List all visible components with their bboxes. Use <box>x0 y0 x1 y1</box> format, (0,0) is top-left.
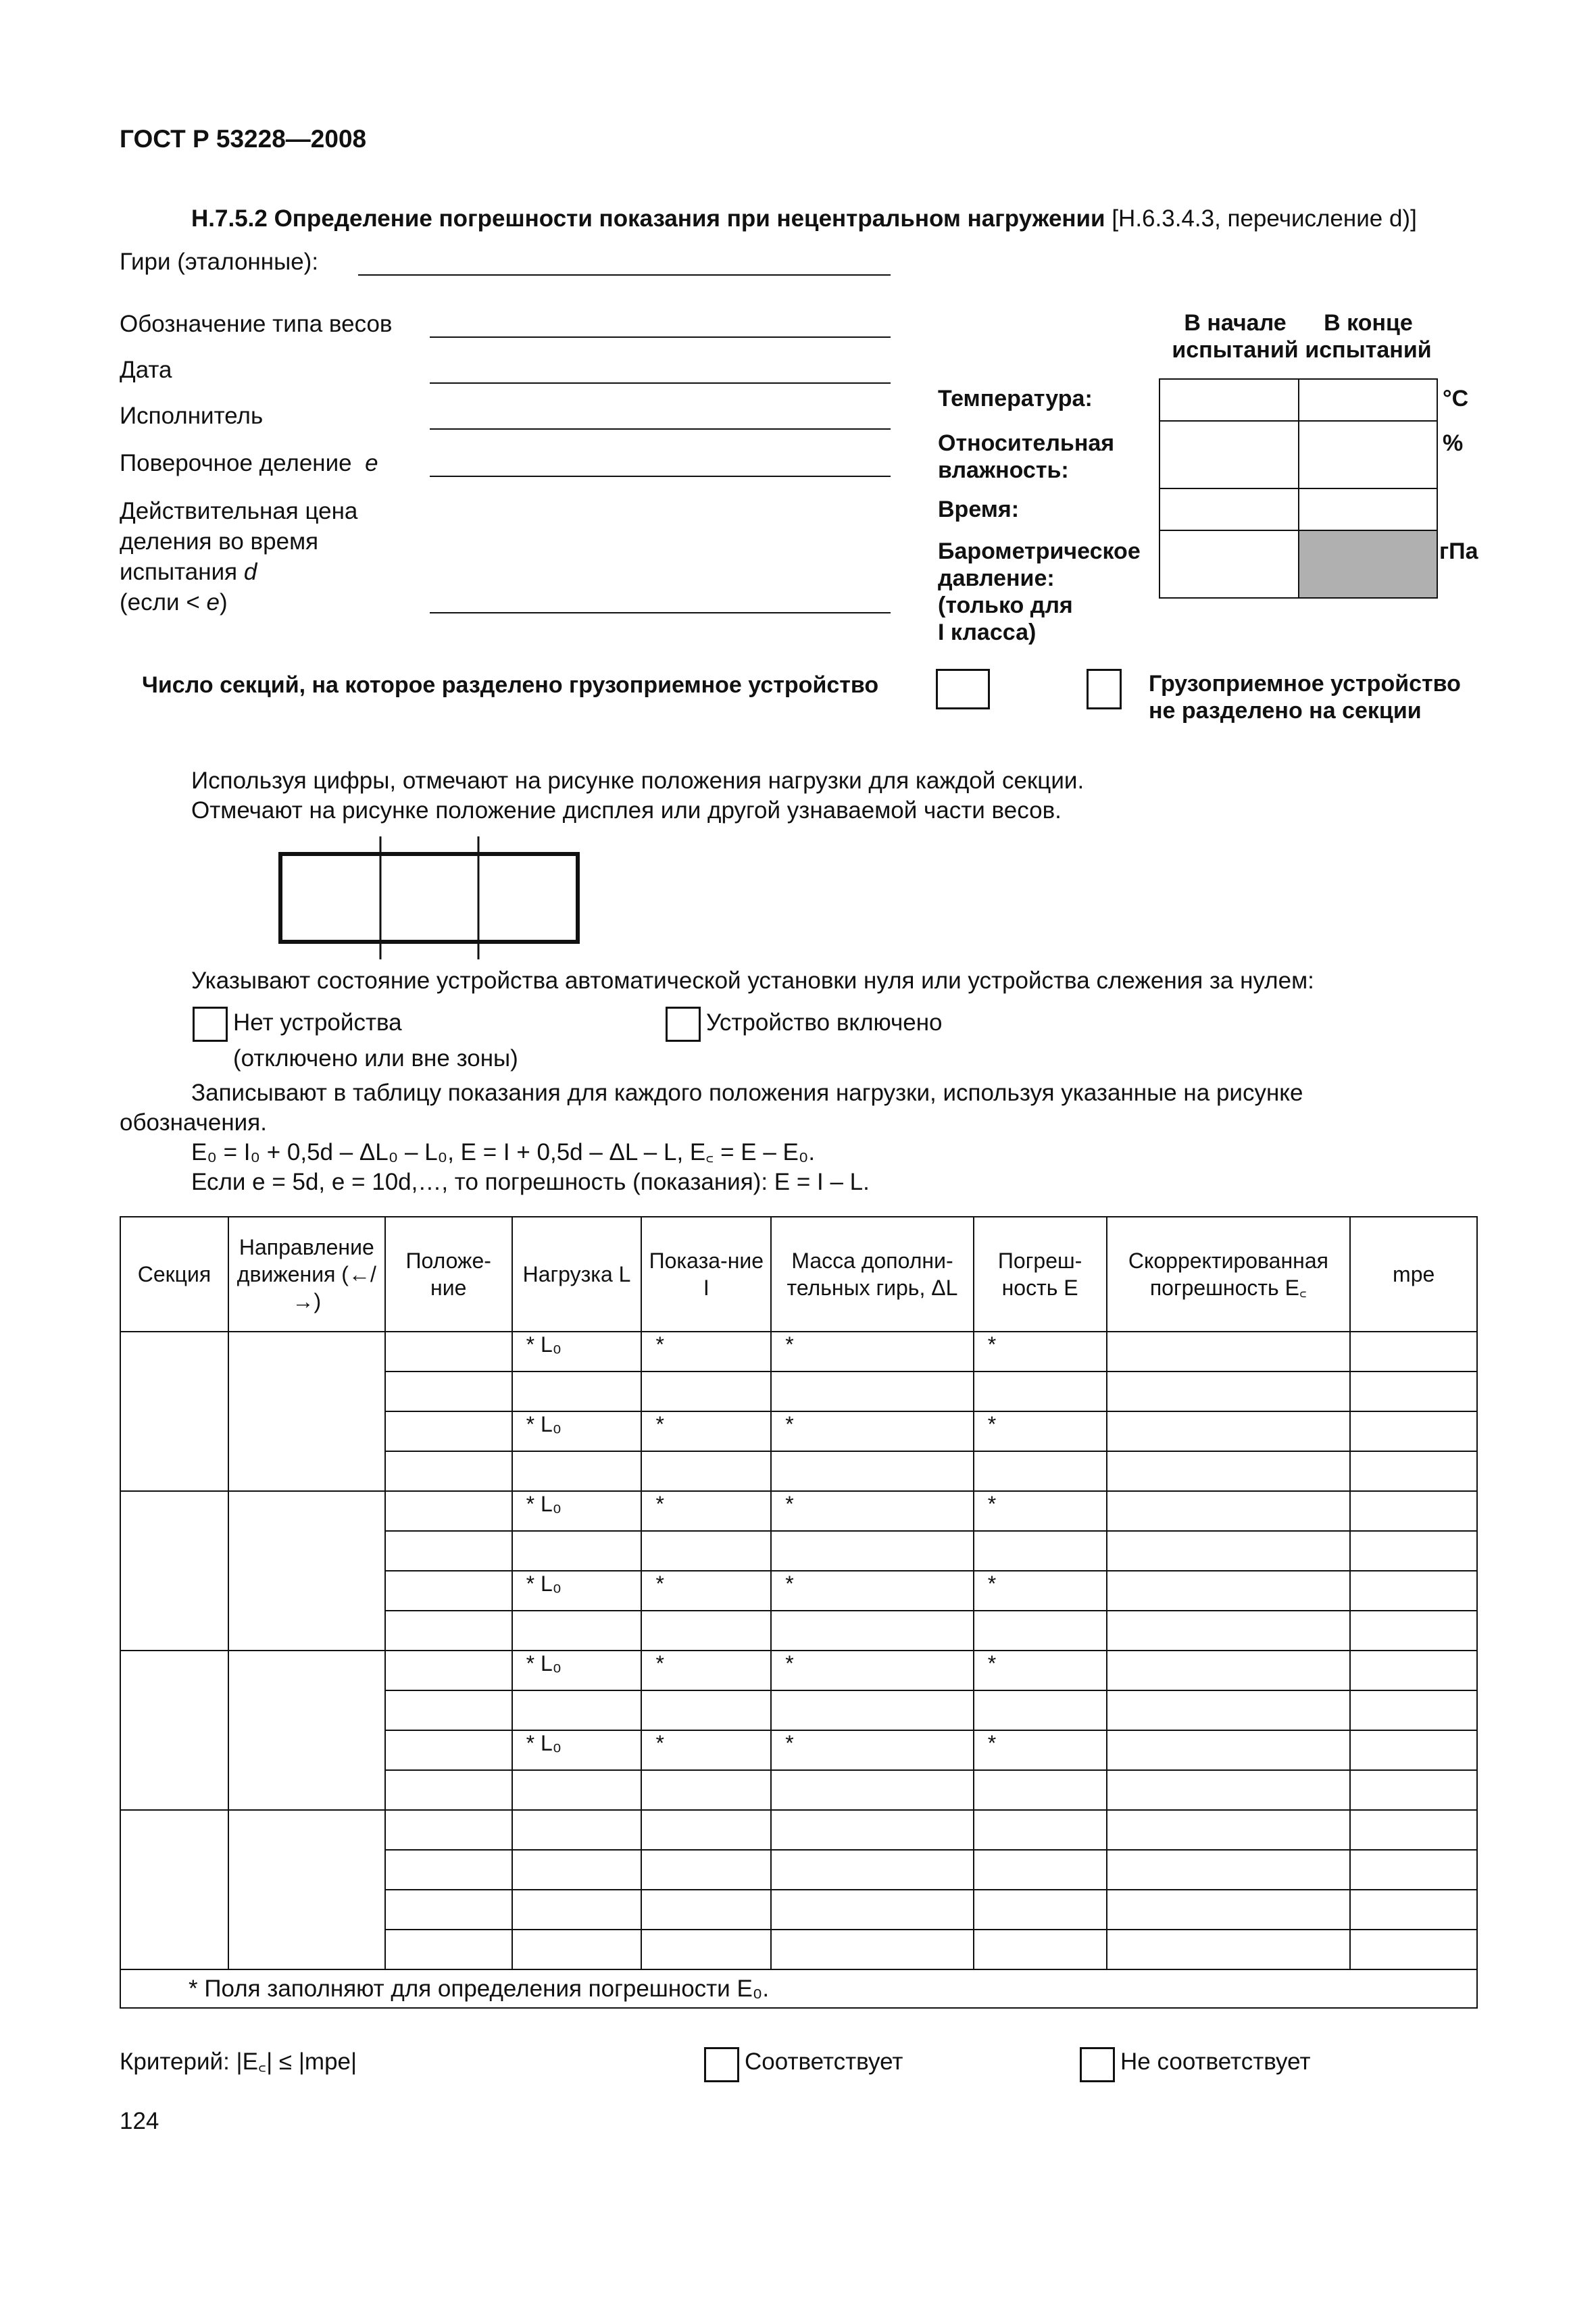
position-cell[interactable] <box>385 1571 512 1611</box>
pressure-l1: Барометрическое <box>938 538 1141 564</box>
error-cell[interactable] <box>974 1930 1107 1969</box>
mass-cell[interactable]: * <box>771 1411 974 1451</box>
reading-cell[interactable]: * <box>641 1491 771 1531</box>
sections-count-box[interactable] <box>936 669 990 709</box>
position-cell[interactable] <box>385 1850 512 1890</box>
mpe-cell[interactable] <box>1350 1770 1477 1810</box>
corrected-cell[interactable] <box>1107 1491 1351 1531</box>
humidity-label <box>938 430 1114 484</box>
mass-cell[interactable] <box>771 1930 974 1969</box>
executor-field[interactable] <box>430 428 891 430</box>
mpe-cell[interactable] <box>1350 1491 1477 1531</box>
formula-line2: Если e = 5d, e = 10d,…, то погрешность (показания): E = I – L. <box>191 1169 870 1195</box>
actual-division-label <box>120 496 357 618</box>
corrected-cell[interactable] <box>1107 1411 1351 1451</box>
scale-sketch[interactable] <box>270 836 588 965</box>
mass-cell[interactable]: * <box>771 1332 974 1372</box>
corrected-cell[interactable] <box>1107 1690 1351 1730</box>
temp-unit: °С <box>1443 386 1469 411</box>
position-cell[interactable] <box>385 1730 512 1770</box>
position-cell[interactable] <box>385 1690 512 1730</box>
hum-unit: % <box>1443 430 1464 456</box>
table-row <box>120 1332 1477 1372</box>
table-footnote: * Поля заполняют для определения погрешности E₀. <box>120 1969 1477 2008</box>
error-cell[interactable] <box>974 1611 1107 1651</box>
error-cell[interactable]: * <box>974 1651 1107 1690</box>
col-error: Погреш-ность E <box>974 1217 1107 1332</box>
reading-cell[interactable] <box>641 1690 771 1730</box>
position-cell[interactable] <box>385 1890 512 1930</box>
col-direction: Направление движения (←/→) <box>228 1217 385 1332</box>
col-extra-mass: Масса дополни-тельных гирь, ΔL <box>771 1217 974 1332</box>
load-cell[interactable] <box>512 1810 642 1850</box>
verification-division-symbol: e <box>365 450 378 476</box>
mass-cell[interactable]: * <box>771 1651 974 1690</box>
reading-cell[interactable]: * <box>641 1571 771 1611</box>
pressure-end-cell <box>1299 530 1438 598</box>
criterion-label: Критерий: |E꜀| ≤ |mpe| <box>120 2048 357 2075</box>
corrected-cell[interactable] <box>1107 1531 1351 1571</box>
mass-cell[interactable] <box>771 1690 974 1730</box>
corrected-cell[interactable] <box>1107 1850 1351 1890</box>
corrected-cell[interactable] <box>1107 1611 1351 1651</box>
error-cell[interactable]: * <box>974 1571 1107 1611</box>
weights-field[interactable] <box>358 274 891 276</box>
pass-label: Соответствует <box>745 2048 903 2075</box>
load-cell[interactable] <box>512 1770 642 1810</box>
actual-division-line1: Действительная цена <box>120 498 358 524</box>
load-cell[interactable]: * L₀ <box>512 1332 642 1372</box>
col-reading: Показа-ние I <box>641 1217 771 1332</box>
corrected-cell[interactable] <box>1107 1332 1351 1372</box>
section-cell[interactable] <box>120 1651 228 1810</box>
col-mpe: mpe <box>1350 1217 1477 1332</box>
mass-cell[interactable] <box>771 1890 974 1930</box>
direction-cell[interactable] <box>228 1810 385 1969</box>
load-cell[interactable] <box>512 1611 642 1651</box>
actual-division-symbol: d <box>243 559 257 585</box>
temp-start-cell[interactable] <box>1159 379 1299 421</box>
col-corrected-error: Скорректированная погрешность E꜀ <box>1107 1217 1351 1332</box>
mpe-cell[interactable] <box>1350 1531 1477 1571</box>
mpe-cell[interactable] <box>1350 1651 1477 1690</box>
fail-checkbox[interactable] <box>1080 2047 1115 2082</box>
not-divided-l1: Грузоприемное устройство <box>1149 671 1461 697</box>
corrected-cell[interactable] <box>1107 1770 1351 1810</box>
mass-cell[interactable]: * <box>771 1491 974 1531</box>
not-divided-l2: не разделено на секции <box>1149 698 1422 724</box>
time-label: Время: <box>938 497 1020 522</box>
record-line1: Записывают в таблицу показания для каждого положения нагрузки, используя указанные на рисунке <box>191 1080 1303 1106</box>
actual-division-field[interactable] <box>430 612 891 613</box>
document-id: ГОСТ Р 53228—2008 <box>120 125 367 153</box>
formula-line1: E₀ = I₀ + 0,5d – ΔL₀ – L₀, E = I + 0,5d – ΔL – L, E꜀ = E – E₀. <box>191 1139 816 1165</box>
position-cell[interactable] <box>385 1332 512 1372</box>
corrected-cell[interactable] <box>1107 1651 1351 1690</box>
sections-count-label: Число секций, на которое разделено грузоприемное устройство <box>142 672 879 698</box>
position-cell[interactable] <box>385 1810 512 1850</box>
mpe-cell[interactable] <box>1350 1930 1477 1969</box>
mpe-cell[interactable] <box>1350 1850 1477 1890</box>
col-load: Нагрузка L <box>512 1217 642 1332</box>
mass-cell[interactable] <box>771 1611 974 1651</box>
reading-cell[interactable] <box>641 1930 771 1969</box>
col-section: Секция <box>120 1217 228 1332</box>
mpe-cell[interactable] <box>1350 1730 1477 1770</box>
weights-label: Гири (эталонные): <box>120 249 319 275</box>
reading-cell[interactable] <box>641 1611 771 1651</box>
load-cell[interactable] <box>512 1372 642 1411</box>
corrected-cell[interactable] <box>1107 1890 1351 1930</box>
scale-type-field[interactable] <box>430 336 891 338</box>
not-divided-checkbox[interactable] <box>1087 669 1122 709</box>
reading-cell[interactable]: * <box>641 1730 771 1770</box>
pressure-label <box>938 538 1141 646</box>
env-col-start-l2: испытаний <box>1172 337 1299 363</box>
actual-division-line4c: ) <box>219 589 228 615</box>
verification-division-text: Поверочное деление <box>120 450 352 476</box>
mass-cell[interactable] <box>771 1810 974 1850</box>
table-row <box>120 1810 1477 1850</box>
position-cell[interactable] <box>385 1451 512 1491</box>
mass-cell[interactable] <box>771 1531 974 1571</box>
pressure-start-cell[interactable] <box>1159 530 1299 598</box>
mass-cell[interactable] <box>771 1451 974 1491</box>
pressure-l2: давление: <box>938 565 1055 591</box>
no-device-label: Нет устройства <box>233 1009 402 1036</box>
reading-cell[interactable]: * <box>641 1651 771 1690</box>
mass-cell[interactable] <box>771 1850 974 1890</box>
load-cell[interactable] <box>512 1930 642 1969</box>
corrected-cell[interactable] <box>1107 1451 1351 1491</box>
reading-cell[interactable] <box>641 1372 771 1411</box>
error-cell[interactable] <box>974 1531 1107 1571</box>
reading-cell[interactable] <box>641 1810 771 1850</box>
device-on-label: Устройство включено <box>706 1009 943 1036</box>
pressure-l3: (только для <box>938 593 1073 618</box>
fail-label: Не соответствует <box>1120 2048 1311 2075</box>
error-cell[interactable] <box>974 1850 1107 1890</box>
section-title: Н.7.5.2 Определение погрешности показания при нецентральном нагружении <box>191 205 1105 232</box>
reading-cell[interactable] <box>641 1890 771 1930</box>
executor-label: Исполнитель <box>120 403 264 429</box>
humidity-l2: влажность: <box>938 457 1069 483</box>
time-end-cell[interactable] <box>1299 488 1438 530</box>
mpe-cell[interactable] <box>1350 1611 1477 1651</box>
mpe-cell[interactable] <box>1350 1372 1477 1411</box>
reading-cell[interactable] <box>641 1770 771 1810</box>
actual-division-line3: испытания <box>120 559 238 585</box>
section-cell[interactable] <box>120 1332 228 1491</box>
col-position: Положе-ние <box>385 1217 512 1332</box>
section-ref: [Н.6.3.4.3, перечисление d)] <box>1112 205 1417 232</box>
mass-cell[interactable] <box>771 1770 974 1810</box>
env-col-start-header <box>1161 309 1310 363</box>
mpe-cell[interactable] <box>1350 1451 1477 1491</box>
load-cell[interactable] <box>512 1690 642 1730</box>
env-col-end-header <box>1297 309 1439 363</box>
load-cell[interactable] <box>512 1451 642 1491</box>
direction-cell[interactable] <box>228 1651 385 1810</box>
section-cell[interactable] <box>120 1810 228 1969</box>
record-line2: обозначения. <box>120 1109 267 1136</box>
section-cell[interactable] <box>120 1491 228 1651</box>
env-col-end-l2: испытаний <box>1305 337 1432 363</box>
position-cell[interactable] <box>385 1531 512 1571</box>
load-cell[interactable]: * L₀ <box>512 1651 642 1690</box>
temperature-label: Температура: <box>938 386 1093 411</box>
error-cell[interactable]: * <box>974 1332 1107 1372</box>
position-cell[interactable] <box>385 1611 512 1651</box>
corrected-cell[interactable] <box>1107 1810 1351 1850</box>
hum-end-cell[interactable] <box>1299 421 1438 488</box>
reading-cell[interactable] <box>641 1451 771 1491</box>
no-device-checkbox[interactable] <box>193 1007 228 1042</box>
verification-division-field[interactable] <box>430 476 891 477</box>
mass-cell[interactable] <box>771 1372 974 1411</box>
pass-checkbox[interactable] <box>704 2047 739 2082</box>
error-cell[interactable]: * <box>974 1411 1107 1451</box>
direction-cell[interactable] <box>228 1491 385 1651</box>
load-cell[interactable]: * L₀ <box>512 1491 642 1531</box>
date-field[interactable] <box>430 382 891 384</box>
error-cell[interactable] <box>974 1690 1107 1730</box>
reading-cell[interactable]: * <box>641 1411 771 1451</box>
position-cell[interactable] <box>385 1372 512 1411</box>
reading-cell[interactable] <box>641 1531 771 1571</box>
position-cell[interactable] <box>385 1651 512 1690</box>
table-row <box>120 1651 1477 1690</box>
no-device-sub: (отключено или вне зоны) <box>233 1045 518 1072</box>
section-title-line <box>191 204 1489 234</box>
position-cell[interactable] <box>385 1491 512 1531</box>
hum-start-cell[interactable] <box>1159 421 1299 488</box>
verification-division-label <box>120 449 378 478</box>
not-divided-label <box>1149 670 1461 724</box>
error-cell[interactable] <box>974 1451 1107 1491</box>
error-cell[interactable]: * <box>974 1491 1107 1531</box>
error-cell[interactable] <box>974 1890 1107 1930</box>
error-cell[interactable] <box>974 1372 1107 1411</box>
table-row <box>120 1491 1477 1531</box>
environment-table <box>1159 378 1438 599</box>
corrected-cell[interactable] <box>1107 1372 1351 1411</box>
mass-cell[interactable]: * <box>771 1571 974 1611</box>
results-table <box>120 1216 1478 2009</box>
position-cell[interactable] <box>385 1411 512 1451</box>
corrected-cell[interactable] <box>1107 1571 1351 1611</box>
mpe-cell[interactable] <box>1350 1411 1477 1451</box>
actual-division-line4b: e <box>206 589 220 615</box>
mass-cell[interactable]: * <box>771 1730 974 1770</box>
page-number: 124 <box>120 2108 159 2134</box>
mpe-cell[interactable] <box>1350 1890 1477 1930</box>
env-col-start-l1: В начале <box>1184 310 1287 336</box>
mpe-cell[interactable] <box>1350 1810 1477 1850</box>
reading-cell[interactable] <box>641 1850 771 1890</box>
actual-division-line4a: (если < <box>120 589 207 615</box>
error-cell[interactable]: * <box>974 1730 1107 1770</box>
zero-state-text: Указывают состояние устройства автоматической установки нуля или устройства слежения за нулем: <box>191 967 1314 994</box>
mpe-cell[interactable] <box>1350 1690 1477 1730</box>
corrected-cell[interactable] <box>1107 1730 1351 1770</box>
env-col-end-l1: В конце <box>1324 310 1413 336</box>
results-header-row <box>120 1217 1477 1332</box>
reading-cell[interactable]: * <box>641 1332 771 1372</box>
mpe-cell[interactable] <box>1350 1332 1477 1372</box>
temp-end-cell[interactable] <box>1299 379 1438 421</box>
instruction-line2: Отмечают на рисунке положение дисплея или другой узнаваемой части весов. <box>191 797 1062 824</box>
position-cell[interactable] <box>385 1770 512 1810</box>
device-on-checkbox[interactable] <box>666 1007 701 1042</box>
load-cell[interactable]: * L₀ <box>512 1730 642 1770</box>
pressure-unit: гПа <box>1439 538 1478 564</box>
load-cell[interactable] <box>512 1890 642 1930</box>
load-cell[interactable] <box>512 1531 642 1571</box>
load-cell[interactable]: * L₀ <box>512 1571 642 1611</box>
pressure-l4: I класса) <box>938 620 1037 645</box>
error-cell[interactable] <box>974 1810 1107 1850</box>
direction-cell[interactable] <box>228 1332 385 1491</box>
position-cell[interactable] <box>385 1930 512 1969</box>
load-cell[interactable] <box>512 1850 642 1890</box>
instruction-line1: Используя цифры, отмечают на рисунке положения нагрузки для каждой секции. <box>191 768 1084 794</box>
humidity-l1: Относительная <box>938 430 1115 456</box>
load-cell[interactable]: * L₀ <box>512 1411 642 1451</box>
time-start-cell[interactable] <box>1159 488 1299 530</box>
actual-division-line2: деления во время <box>120 528 319 555</box>
date-label: Дата <box>120 357 172 383</box>
scale-type-label: Обозначение типа весов <box>120 311 393 337</box>
corrected-cell[interactable] <box>1107 1930 1351 1969</box>
error-cell[interactable] <box>974 1770 1107 1810</box>
mpe-cell[interactable] <box>1350 1571 1477 1611</box>
